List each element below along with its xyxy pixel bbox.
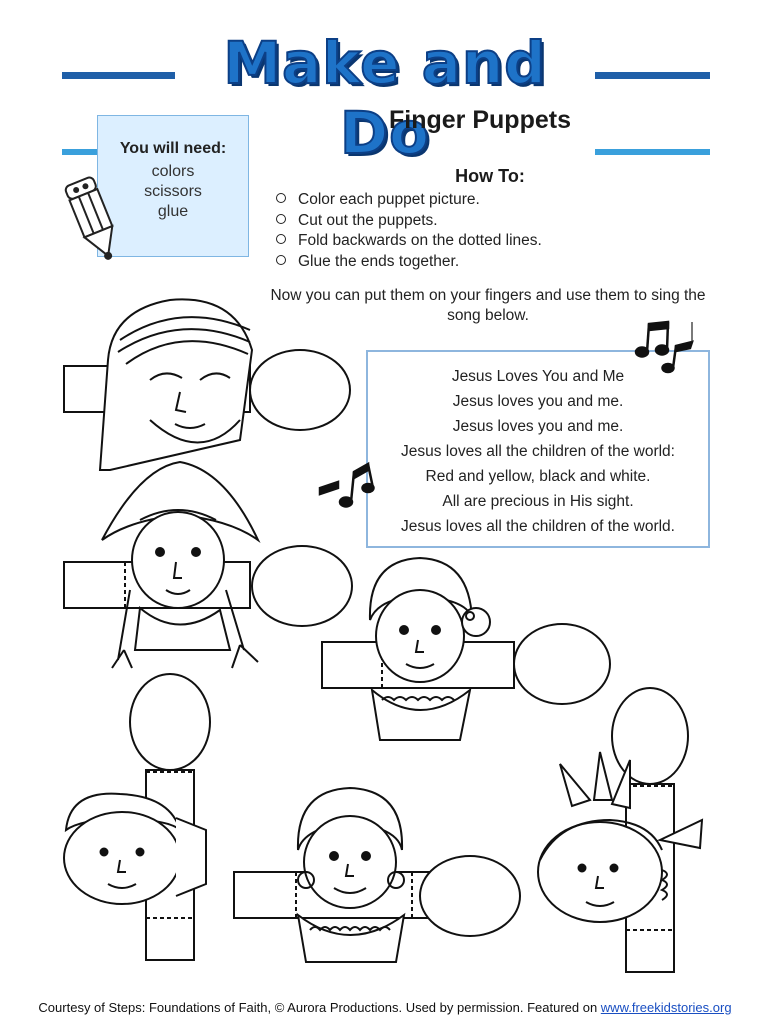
supply-item: colors	[151, 163, 195, 180]
instructions-intro: Now you can put them on your fingers and use them to sing the song below.	[270, 287, 706, 324]
supplies-title: You will need:	[119, 140, 227, 157]
pencil-icon	[60, 172, 130, 264]
song-line: Red and yellow, black and white.	[425, 468, 651, 485]
page-subtitle: Finger Puppets	[389, 106, 571, 134]
song-line: Jesus loves all the children of the world:	[401, 443, 675, 460]
footer-credit	[10, 1000, 760, 1015]
puppet-drawing	[0, 290, 768, 990]
bullet-icon	[276, 255, 286, 265]
step-text: Fold backwards on the dotted lines.	[298, 232, 542, 249]
step-item	[276, 190, 676, 211]
step-item	[276, 252, 676, 273]
bullet-icon	[276, 214, 286, 224]
credit-text: Courtesy of Steps: Foundations of Faith, © Aurora Productions. Used by permission. Featured on	[38, 1000, 601, 1015]
song-line: Jesus loves all the children of the world.	[401, 518, 675, 535]
supply-item: glue	[157, 203, 189, 220]
step-text: Cut out the puppets.	[298, 211, 438, 229]
supply-item: scissors	[144, 183, 202, 200]
bullet-icon	[276, 234, 286, 244]
website-link[interactable]: www.freekidstories.org	[600, 1000, 732, 1015]
step-item	[276, 231, 676, 252]
bullet-icon	[276, 193, 286, 203]
song-line: Jesus loves you and me.	[452, 418, 624, 435]
song-line: Jesus loves you and me.	[452, 393, 624, 410]
howto-title: How To:	[455, 166, 525, 186]
step-item	[276, 211, 676, 232]
song-title: Jesus Loves You and Me	[451, 368, 625, 385]
steps-list	[276, 190, 676, 272]
page-title: Make and Do	[175, 28, 595, 168]
step-text: Glue the ends together.	[298, 252, 460, 270]
song-line: All are precious in His sight.	[442, 493, 634, 510]
step-text: Color each puppet picture.	[298, 191, 480, 208]
